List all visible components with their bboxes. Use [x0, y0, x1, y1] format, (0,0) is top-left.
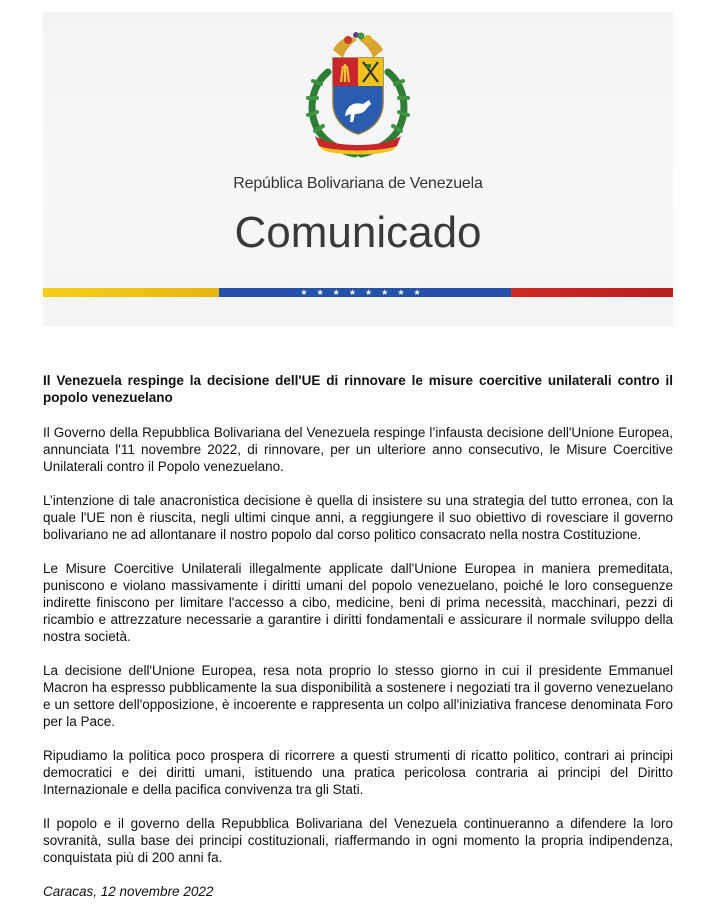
- stars-icon: ★★★★★★★★: [300, 288, 430, 297]
- document-type-heading: Comunicado: [234, 208, 482, 257]
- flag-stripe-blue: [219, 288, 511, 297]
- flag-stripe-red: [511, 288, 673, 297]
- statement-paragraph: Le Misure Coercitive Unilaterali illegalmente applicate dall'Unione Europea in maniera premeditata, puniscono e violano massivamente i diritti umani del popolo venezuelano, poiché le loro conseguenze indirette finiscono per limitare l'accesso a cibo, medicine, beni di prima necessità, macchinari, pezzi di ricambio e attrezzature necessarie a garantire i diritti fondamentali e assicurare il normale sviluppo della nostra società.: [43, 561, 673, 644]
- place-and-date: Caracas, 12 novembre 2022: [43, 884, 214, 899]
- statement-body: [43, 372, 673, 917]
- coat-of-arms-icon: [293, 24, 423, 160]
- header-banner: [43, 12, 673, 326]
- country-name: República Bolivariana de Venezuela: [233, 175, 483, 192]
- flag-stripe: [43, 288, 673, 297]
- statement-paragraph: L’intenzione di tale anacronistica decisione è quella di insistere su una strategia del tutto erronea, con la quale l'UE non è riuscita, negli ultimi cinque anni, a reggiungere il suo obiettivo di rovesciare il governo bolivariano ne ad allontanare il nostro popolo dal corso politico consacrato nella nostra Costituzione.: [43, 493, 673, 542]
- statement-paragraph: Ripudiamo la politica poco prospera di ricorrere a questi strumenti di ricatto politico, contrari ai principi democratici e dei diritti umani, istituendo una pratica pericolosa contraria ai principi del Diritto Internazionale e della pacifica convivenza tra gli Stati.: [43, 748, 673, 797]
- statement-title: Il Venezuela respinge la decisione dell'UE di rinnovare le misure coercitive unilaterali contro il popolo venezuelano: [43, 373, 673, 405]
- statement-paragraph: Il Governo della Repubblica Bolivariana del Venezuela respinge l’infausta decisione dell'Unione Europea, annunciata l'11 novembre 2022, di rinnovare, per un ulteriore anno consecutivo, le Misure Coercitive Unilaterali contro il Popolo venezuelano.: [43, 425, 673, 474]
- statement-paragraph: La decisione dell'Unione Europea, resa nota proprio lo stesso giorno in cui il presidente Emmanuel Macron ha espresso pubblicamente la sua disponibilità a sostenere i negoziati tra il governo venezuelano e un settore dell'opposizione, è incoerente e rappresenta un colpo all'iniziativa francese denominata Foro per la Pace.: [43, 663, 673, 729]
- flag-stripe-yellow: [43, 288, 219, 297]
- statement-paragraph: Il popolo e il governo della Repubblica Bolivariana del Venezuela continueranno a difendere la loro sovranità, sulla base dei principi costituzionali, riaffermando in ogni momento la propria indipendenza, conquistata più di 200 anni fa.: [43, 816, 673, 865]
